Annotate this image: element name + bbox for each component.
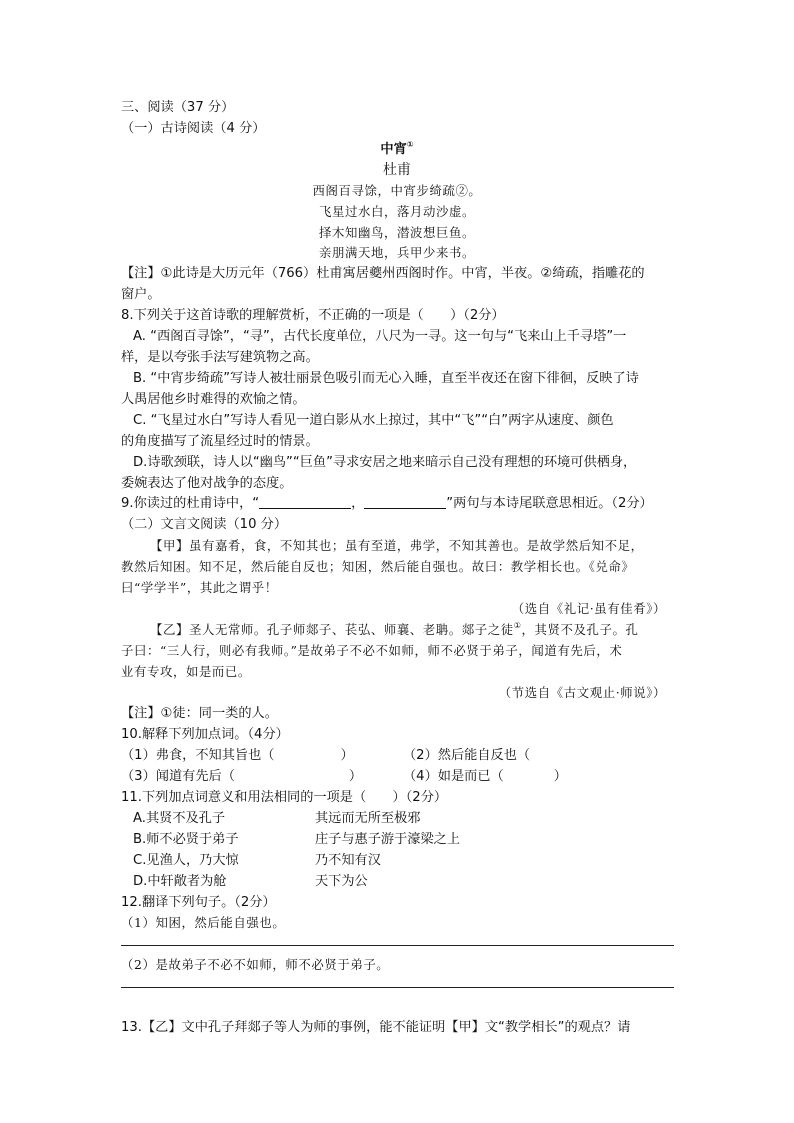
- q10-item-1: （1）弗食，不知其旨也（ ）: [121, 748, 354, 763]
- q8-stem: 8.下列关于这首诗歌的理解赏析，不正确的一项是（ ）（2分）: [121, 308, 505, 323]
- q8-option-c-cont: 的角度描写了流星经过时的情景。: [121, 434, 319, 449]
- q11-option-right: 天下为公: [315, 874, 368, 889]
- poem-line: 飞星过水白，落月动沙虚。: [319, 204, 475, 219]
- q12-sentence-1: （1）知困，然后能自强也。: [121, 915, 286, 930]
- jia-text: 【甲】虽有嘉肴，食，不知其也；虽有至道，弗学，不知其善也。是故学然后知不足，: [150, 538, 644, 553]
- q10-stem: 10.解释下列加点词。（4分）: [121, 727, 289, 742]
- poem-line: 择木知幽鸟，潜波想巨鱼。: [319, 225, 475, 240]
- q12-stem: 12.翻译下列句子。（2分）: [121, 895, 276, 910]
- q11-option-left: C.见渔人，乃大惊: [133, 853, 239, 868]
- poem-line: 亲朋满天地，兵甲少来书。: [319, 245, 475, 260]
- q11-option-right: 庄子与惠子游于濠梁之上: [315, 832, 461, 847]
- q11-option-left: A.其贤不及孔子: [133, 811, 226, 826]
- q11-option-left: B.师不必贤于弟子: [133, 832, 239, 847]
- yi-text: 子曰：“三人行，则必有我师。”是故弟子不必不如师，师不必贤于弟子，闻道有先后，术: [121, 643, 623, 658]
- q9-blank-1[interactable]: [259, 494, 351, 509]
- section-title: 三、阅读（37 分）: [121, 100, 235, 115]
- q11-option-right: 乃不知有汉: [315, 853, 381, 868]
- q10-item-4: （4）如是而已（ ）: [403, 769, 567, 784]
- q8-option-d-cont: 委婉表达了他对战争的态度。: [121, 476, 293, 491]
- q8-option-a-cont: 样，是以夸张手法写建筑物之高。: [121, 350, 319, 365]
- answer-line-2[interactable]: [121, 987, 674, 988]
- q8-option-d: D.诗歌颈联，诗人以“幽鸟”“巨鱼”寻求安居之地来暗示自己没有理想的环境可供栖身，: [133, 455, 637, 470]
- poem-note: 【注】①此诗是大历元年（766）杜甫寓居夔州西阁时作。中宵，半夜。②绮疏，指雕花的: [121, 266, 645, 281]
- jia-text: 教然后知困。知不足，然后能自反也；知困，然后能自强也。故曰：教学相长也。《兑命》: [121, 559, 635, 574]
- yi-source: （节选自《古文观止·师说》）: [498, 685, 666, 700]
- q8-option-a: A. “西阁百寻馀”，“寻”，古代长度单位，八尺为一寻。这一句与“飞来山上千寻塔”一: [133, 329, 627, 344]
- poem-author: 杜甫: [383, 162, 411, 178]
- q10-item-3: （3）闻道有先后（ ）: [121, 769, 363, 784]
- q11-option-left: D.中轩敞者为舱: [133, 874, 227, 889]
- q10-item-2: （2）然后能自反也（: [403, 748, 531, 763]
- jia-source: （选自《礼记·虽有佳肴》）: [511, 601, 666, 616]
- yi-text: 【乙】圣人无常师。孔子师郯子、苌弘、师襄、老聃。郯子之徒①，其贤不及孔子。孔: [150, 621, 639, 637]
- q12-sentence-2: （2）是故弟子不必不如师，师不必贤于弟子。: [121, 957, 390, 972]
- q9-stem: 9.你读过的杜甫诗中，“ ， ”两句与本诗尾联意思相近。（2分）: [121, 496, 653, 511]
- q11-stem: 11.下列加点词意义和用法相同的一项是（ ）（2分）: [121, 790, 448, 805]
- part2-title: （二）文言文阅读（10 分）: [121, 517, 288, 532]
- q9-blank-2[interactable]: [364, 494, 446, 509]
- poem-note-cont: 窗户。: [121, 287, 161, 302]
- q8-option-c: C. “飞星过水白”写诗人看见一道白影从水上掠过，其中“飞”“白”两字从速度、颜色: [133, 413, 614, 428]
- poem-line: 西阁百寻馀，中宵步绮疏②。: [312, 183, 482, 198]
- yi-note: 【注】①徒：同一类的人。: [121, 706, 278, 721]
- yi-text: 业有专攻，如是而已。: [121, 664, 251, 679]
- part1-title: （一）古诗阅读（4 分）: [121, 121, 266, 136]
- q8-option-b: B. “中宵步绮疏”写诗人被壮丽景色吸引而无心入睡，直至半夜还在窗下徘徊，反映了诗: [133, 371, 639, 386]
- answer-line-1[interactable]: [121, 945, 674, 946]
- poem-title: 中宵①: [380, 140, 414, 157]
- q11-option-right: 其远而无所至极邪: [315, 811, 421, 826]
- q8-option-b-cont: 人禺居他乡时难得的欢愉之情。: [121, 392, 306, 407]
- q13-stem: 13.【乙】文中孔子拜郯子等人为师的事例，能不能证明【甲】文“教学相长”的观点？请: [121, 1020, 631, 1035]
- jia-text: 曰“学学半”，其此之谓乎！: [121, 580, 278, 595]
